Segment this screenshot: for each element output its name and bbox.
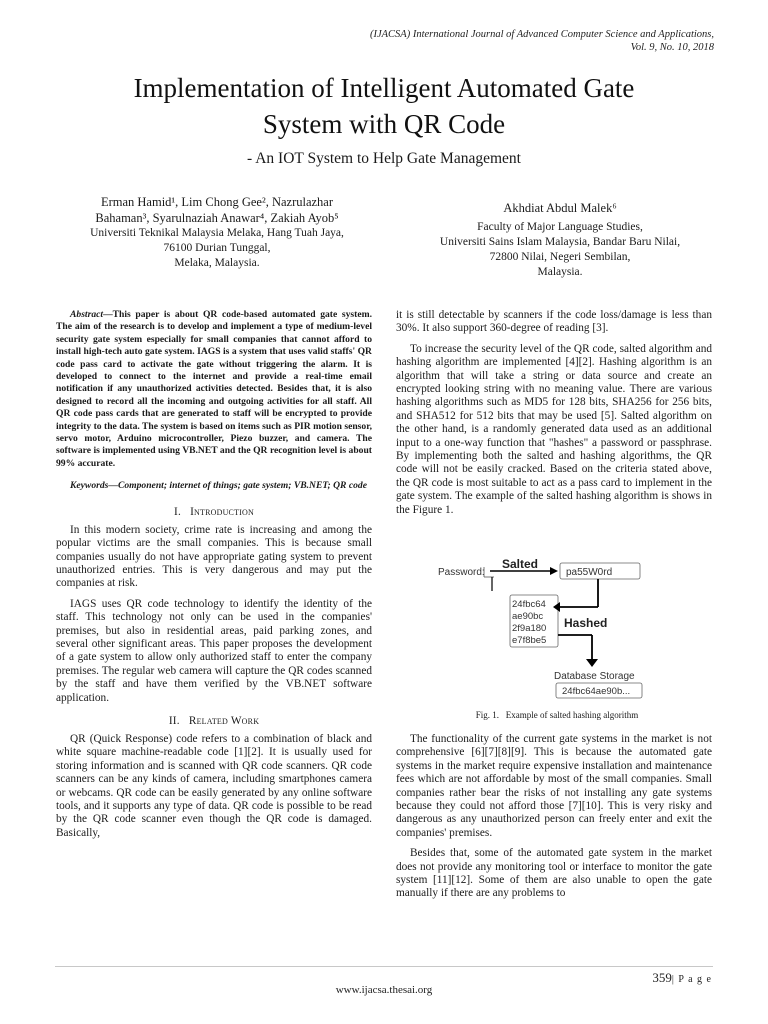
arrowhead (550, 567, 558, 575)
affiliation-left-2: 76100 Durian Tunggal, (163, 242, 271, 254)
section-title: Introduction (190, 505, 254, 518)
figure-number: Fig. 1. (475, 710, 500, 720)
paragraph: In this modern society, crime rate is increasing and among the popular victims are the small companies. This is because small companies usually do not have appropriate gating system to prevent unauthorized entries. This is very dangerous and may put the companies at risk. (56, 523, 372, 590)
affiliation-left-3: Melaka, Malaysia. (174, 257, 260, 269)
affiliation-right-3: 72800 Nilai, Negeri Sembilan, (489, 251, 631, 263)
journal-name: (IJACSA) International Journal of Advanced Computer Science and Applications, (369, 29, 714, 40)
journal-volume: Vol. 9, No. 10, 2018 (630, 42, 714, 53)
figure-caption (398, 710, 716, 720)
arrowhead (586, 659, 598, 667)
password-label: Password: (438, 567, 485, 578)
figure-caption-text: Example of salted hashing algorithm (505, 710, 639, 720)
page-number-value: 359 (652, 970, 672, 985)
hashed-label: Hashed (564, 616, 608, 630)
salted-label: Salted (502, 557, 539, 571)
paragraph: To increase the security level of the QR code, salted algorithm and hashing algorithm are implemented [4][2]. Hashing algorithm is an algorithm that will take a string or data source and create an encrypted looking string with no meaning value. There are various hashing algorithms such as MD5 for 128 bits, SHA256 for 256 bits, and SHA512 for 512 bits that may be used [5]. Salted algorithm on the other hand, is a randomly generated data used as an additional input to a one-way function that "hashes" a password or passphrase. By implementing both the salted and hashing algorithms, the QR code will not be easily cracked. Based on the criteria stated above, the QR code is most suitable to act as a pass card to implement in the gate system. The example of the salted hashing algorithm is shows in the Figure 1. (396, 342, 712, 516)
paragraph: IAGS uses QR code technology to identify the identity of the staff. This technology not only can be used in the companies' premises, but also in residential areas, paid parking zones, and several other significant areas. This paper proposes the development of a gate system to allow only authorized staff to enter the company premises. The regular web camera will capture the QR codes scanned by the staff and have them verified by the VB.NET software application. (56, 597, 372, 704)
authors-right-line-1: Akhdiat Abdul Malek⁶ (503, 201, 617, 215)
section-heading-introduction (56, 506, 372, 518)
storage-value: 24fbc64ae90b... (562, 686, 631, 697)
authors-left-line-2: Bahaman³, Syarulnaziah Anawar⁴, Zakiah Ayob⁵ (95, 211, 339, 225)
section-number: II. (168, 714, 180, 727)
paragraph: it is still detectable by scanners if the code loss/damage is less than 30%. It also support 360-degree of reading [3]. (396, 309, 712, 335)
paper-subtitle: - An IOT System to Help Gate Management (247, 150, 521, 167)
related-work-body (56, 733, 372, 840)
abstract-label: Abstract (70, 309, 104, 320)
section-heading-related-work (56, 715, 372, 727)
title-line-1: Implementation of Intelligent Automated Gate (133, 73, 635, 103)
paragraph: QR (Quick Response) code refers to a combination of black and white square machine-readable code [1][2]. It is usually used for storing information and is scanned with QR code scanners. QR code scanners can be any kinds of camera, including smartphones camera or webcams. QR code can be easily generated by any online software tools, and it supports any type of data. QR code is possible to be read by the QR code scanner even though the QR code is damaged. Basically, (56, 732, 372, 839)
figure-salted-hashing (432, 555, 682, 705)
right-column-bottom (396, 733, 712, 908)
keywords: Keywords—Component; internet of things; gate system; VB.NET; QR code (70, 480, 367, 492)
footer-divider (55, 966, 713, 967)
storage-label: Database Storage (554, 671, 635, 682)
hash-line-3: 2f9a180 (512, 623, 547, 634)
left-column (56, 309, 372, 847)
paragraph: The functionality of the current gate systems in the market is not comprehensive [6][7][8][9]. This is because the automated gate systems in the market require expensive installation and maintenance fees which are not affordable by most of the small companies. Small companies rather bear the risks of not installing any gate systems because they could not afford those [7][10]. This is very risky and dangerous as any unauthorized person can freely enter and exit the companies' premises. (396, 733, 712, 839)
authors-left-line-1: Erman Hamid¹, Lim Chong Gee², Nazrulazhar (100, 195, 334, 209)
title-line-2: System with QR Code (262, 109, 506, 139)
authors-right-block (405, 200, 715, 280)
salt-value: pa55W0rd (566, 567, 613, 578)
paragraph: Besides that, some of the automated gate system in the market does not provide any monitoring tool or interface to monitor the gate system [11][12]. Some of them are also unable to open the gate manually if there are any problems to (396, 847, 712, 900)
hash-line-4: e7f8be5 (512, 635, 547, 646)
abstract (56, 309, 372, 470)
section-title: Related Work (188, 714, 260, 727)
hash-line-2: ae90bc (512, 611, 544, 622)
page-word: | P a g e (671, 974, 712, 985)
hash-line-1: 24fbc64 (512, 599, 546, 610)
affiliation-right-2: Universiti Sains Islam Malaysia, Bandar Baru Nilai, (439, 236, 681, 248)
journal-header (294, 28, 714, 54)
affiliation-right-1: Faculty of Major Language Studies, (477, 221, 643, 233)
affiliation-left-1: Universiti Teknikal Malaysia Melaka, Hang Tuah Jaya, (90, 227, 344, 239)
salted-hash-diagram (432, 555, 682, 705)
introduction-body (56, 524, 372, 705)
authors-left-block (62, 194, 372, 271)
right-column-top (396, 309, 712, 524)
abstract-text: —This paper is about QR code-based automated gate system. The aim of the research is to develop and implement a type of medium-level security gate system especially for small companies that cannot afford to install high-tech auto gate system. IAGS is a system that uses valid staffs' QR code pass card to activate the gate without triggering the alarm. It is developed to connect to the internet and provide a real-time email notification if any unauthorized activities detected. Besides that, it is also designed to record all the incoming and outgoing activities for all staff. All QR code pass cards that are generated to staff will be encrypted to provide integrity to the data. The system is based on items such as PIR motion sensor, servo motor, Arduino microcontroller, Piezo buzzer, and camera. The software is implemented using VB.NET and the QR recognition level is about 99% accurate. (56, 309, 372, 469)
section-number: I. (173, 505, 181, 518)
footer-url: www.ijacsa.thesai.org (335, 984, 433, 996)
paper-title (60, 70, 708, 142)
affiliation-right-4: Malaysia. (537, 266, 583, 278)
